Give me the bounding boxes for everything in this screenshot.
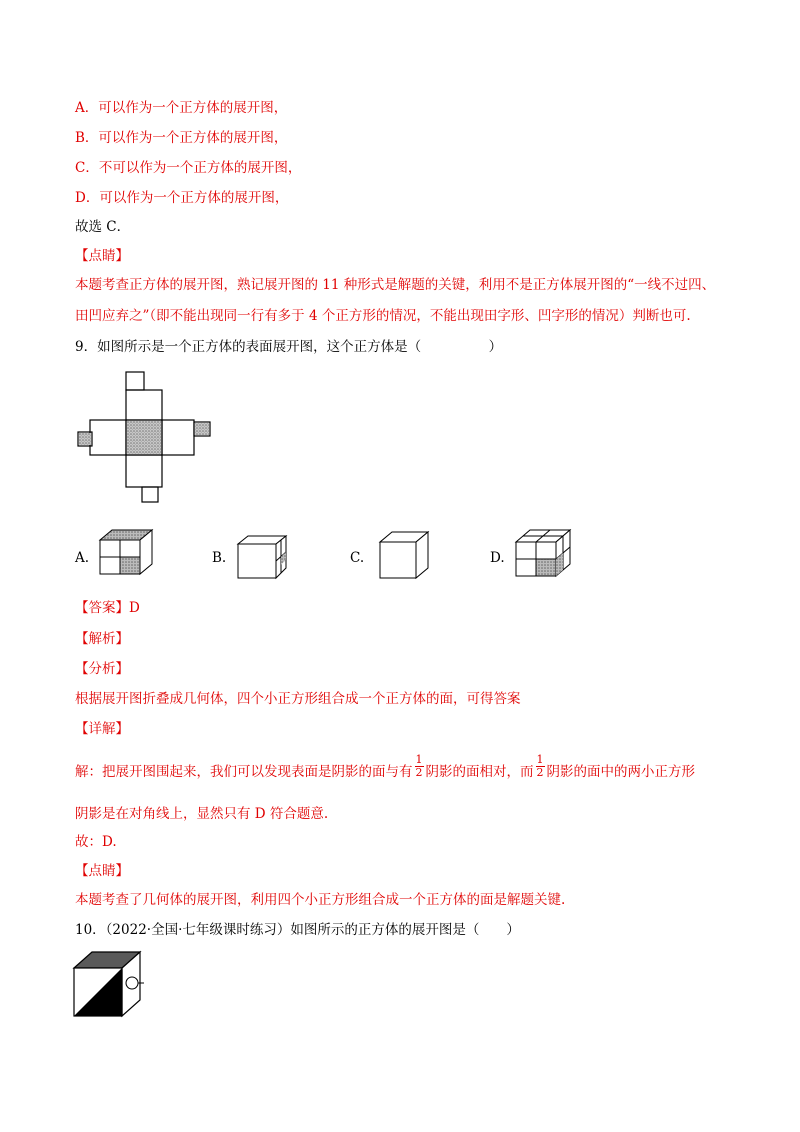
q9-analysis-heading: 【解析】: [75, 631, 129, 647]
q9-comment-text: 本题考查了几何体的展开图，利用四个小正方形组合成一个正方体的面是解题关键.: [75, 892, 566, 908]
q9-detail-line-2: 阴影是在对角线上，显然只有 D 符合题意.: [75, 806, 329, 822]
q9-comment-heading: 【点睛】: [75, 863, 129, 879]
q9-detail-text-b: 阴影的面相对，而: [425, 764, 534, 780]
q9-detail-line-1: [75, 753, 695, 785]
q9-option-a-cube: [98, 528, 154, 576]
q10-cube-figure: [72, 950, 152, 1020]
half-fraction: $\frac{1}{2}$: [536, 753, 544, 779]
q8-comment-line-1: 本题考查正方体的展开图，熟记展开图的 11 种形式是解题的关键，利用不是正方体展开图的“一线不过四、: [75, 277, 716, 293]
q9-option-a-label: A.: [75, 550, 90, 566]
q8-option-d-analysis: D．可以作为一个正方体的展开图，: [75, 190, 289, 206]
q9-option-b-label: B.: [212, 550, 227, 566]
q9-option-d-label: D.: [490, 550, 505, 566]
q9-option-c-cube: [378, 530, 430, 580]
q10-stem: 10．（2022·全国·七年级课时练习）如图所示的正方体的展开图是（ ）: [75, 922, 520, 938]
q9-fenxi-text: 根据展开图折叠成几何体，四个小正方形组合成一个正方体的面，可得答案: [75, 691, 521, 707]
q9-cube-net-figure: [70, 370, 220, 510]
half-fraction: $\frac{1}{2}$: [415, 753, 423, 779]
q9-detail-heading: 【详解】: [75, 721, 129, 737]
q9-option-b-cube: [236, 534, 288, 580]
q8-comment-line-2: 田凹应弃之”（即不能出现同一行有多于 4 个正方形的情况，不能出现田字形、凹字形的情况）判断也可.: [75, 308, 691, 324]
q9-detail-text-c: 阴影的面中的两小正方形: [546, 764, 695, 780]
q8-option-c-analysis: C．不可以作为一个正方体的展开图，: [75, 160, 302, 176]
q9-answer: 【答案】D: [75, 600, 140, 616]
q9-detail-text-a: 解：把展开图围起来，我们可以发现表面是阴影的面与有: [75, 764, 413, 780]
q8-conclusion: 故选 C．: [75, 219, 131, 235]
q8-comment-heading: 【点睛】: [75, 248, 129, 264]
q8-option-b-analysis: B．可以作为一个正方体的展开图，: [75, 130, 288, 146]
q9-fenxi-heading: 【分析】: [75, 661, 129, 677]
q9-conclusion: 故：D.: [75, 834, 117, 850]
q9-stem: 9．如图所示是一个正方体的表面展开图，这个正方体是（ ）: [75, 339, 503, 355]
q8-option-a-analysis: A．可以作为一个正方体的展开图，: [75, 100, 288, 116]
q9-option-c-label: C.: [350, 550, 365, 566]
q9-option-d-cube: [514, 528, 572, 578]
